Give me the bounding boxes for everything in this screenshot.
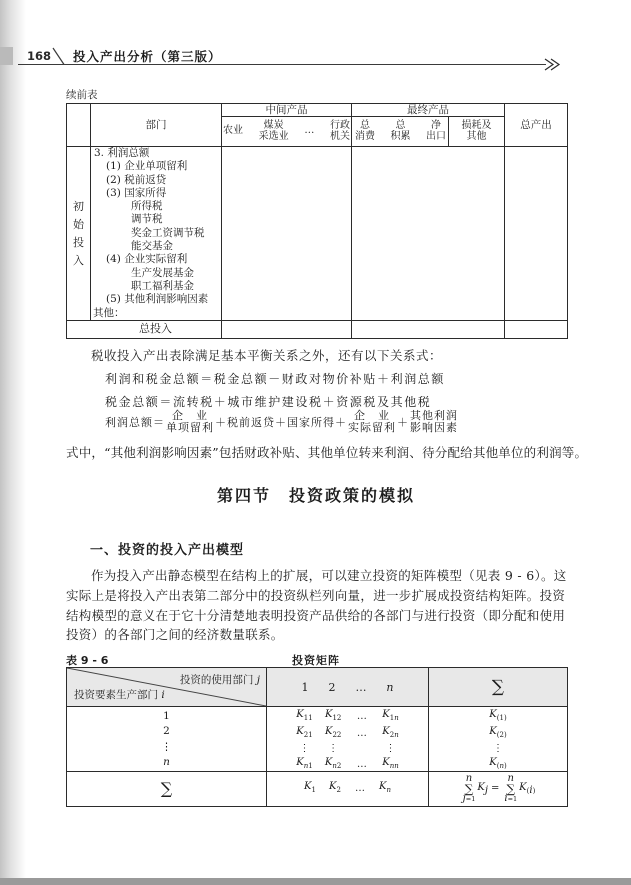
header-line: 其他 (466, 130, 487, 142)
table-row-label: 奖金工资调节税 (131, 226, 205, 239)
column-header-dept: 部门 (145, 118, 167, 131)
matrix-row-label: 1 (163, 709, 170, 722)
header-line: 煤炭 (263, 119, 284, 131)
matrix-column-head: 2 (328, 680, 336, 694)
matrix-column-headers-inner (302, 681, 394, 694)
intermediate-subheader (304, 126, 314, 137)
paragraph-line: 作为投入产出静态模型在结构上的扩展，可以建立投资的矩阵模型（见表 9 - 6）。这 (91, 568, 567, 583)
column-group-intermediate: 中间产品 (265, 103, 308, 116)
sum-term: $K_{(i)}$ (519, 781, 536, 796)
investment-matrix-table (66, 667, 568, 807)
chevron-right-icon (545, 59, 553, 70)
paragraph-line: 实际上是将投入产出表第二部分中的投资纵栏列向量，进一步扩展成投资结构矩阵。投资 (66, 587, 566, 603)
side-label-char: 投 (73, 236, 84, 249)
sigma-symbol: ∑ (464, 781, 474, 796)
formula-stack-line: 企 业 (354, 409, 390, 422)
matrix-cells (267, 708, 428, 770)
intermediate-subheaders (223, 117, 350, 146)
final-subheader (355, 121, 375, 143)
profit-tax-table (66, 103, 568, 339)
formula-profit-total (105, 408, 459, 436)
side-label-initial-input (67, 146, 90, 320)
column-sum-value: … (355, 782, 365, 794)
formula-profit-tax-total: 利润和税金总额＝税金总额－财政对物价补贴＋利润总额 (105, 372, 446, 386)
matrix-row (292, 742, 404, 756)
header-line: 净 (431, 119, 441, 131)
header-line: 消费 (355, 130, 375, 142)
index-j: j (256, 674, 260, 686)
matrix-cell: $K_{2n}$ (382, 726, 399, 739)
formula-mid: ＋税前返贷＋国家所得＋ (215, 416, 347, 429)
paragraph-line: 结构模型的意义在于它十分清楚地表明投资产品供给的各部门与进行投资（即分配和使用 (66, 607, 566, 623)
row-label-list (91, 147, 221, 320)
row-sum (429, 725, 567, 742)
matrix-row (292, 708, 404, 725)
matrix-cell: $K_{n1}$ (296, 757, 313, 770)
formula-stack-line: 单项留利 (166, 421, 214, 434)
final-subheader (426, 121, 446, 143)
grand-total-formula (429, 771, 567, 806)
column-header-total-output: 总产出 (520, 118, 552, 131)
body-paragraph (66, 566, 569, 645)
sigma-upper-limit: n (465, 772, 473, 784)
table-row-label: (2) 税前返贷 (106, 173, 167, 186)
grid-line (221, 104, 222, 338)
sigma-with-limits (504, 772, 518, 804)
column-sum-cells-inner (298, 780, 398, 797)
row-sum-value: $K_{(1)}$ (489, 709, 507, 722)
header-line: 出口 (426, 130, 446, 142)
final-subheader (391, 121, 411, 143)
header-line: 采选业 (258, 130, 289, 142)
sigma-column-header: ∑ (491, 677, 505, 697)
sum-row-label: ∑ (160, 779, 173, 798)
side-label-char: 入 (73, 254, 84, 267)
sum-term: $K_j$ (477, 781, 488, 796)
table-row-label: 能交基金 (131, 240, 173, 253)
matrix-row-label: ⋮ (161, 740, 172, 753)
column-header-loss-other (449, 117, 504, 146)
column-group-final: 最终产品 (407, 103, 449, 116)
sigma-lower-limit: i=1 (504, 792, 518, 804)
column-sum-value: $K_2$ (329, 781, 341, 794)
section-heading: 第四节 投资政策的模拟 (216, 486, 415, 505)
final-subheaders (355, 117, 446, 146)
header-line: 损耗及 (461, 119, 492, 131)
grid-line (351, 104, 352, 338)
table-row-label: 3. 利润总额 (94, 147, 150, 159)
side-label-char: 始 (73, 218, 84, 231)
formula-tax-total: 税金总额＝流转税＋城市维护建设税＋资源税及其他税 (105, 395, 432, 409)
matrix-cell: ⋮ (328, 743, 339, 754)
loss-other-subheader (462, 121, 492, 143)
formula-stack-line: 影响因素 (410, 421, 458, 434)
matrix-column-headers (267, 668, 428, 706)
matrix-cell: ⋮ (385, 743, 396, 754)
header-line: 农业 (223, 125, 243, 137)
paragraph-line: 投资）的各部门之间的经济数量联系。 (66, 627, 284, 643)
matrix-cell: $K_{22}$ (324, 726, 342, 739)
formula-stack (348, 410, 396, 434)
intermediate-subheader (259, 121, 289, 143)
matrix-cell: $K_{12}$ (324, 709, 342, 722)
matrix-column-head: n (386, 680, 394, 694)
sigma-upper-limit: n (507, 772, 514, 784)
subsection-heading: 一、投资的投入产出模型 (90, 543, 245, 558)
row-sum-cells (429, 708, 567, 770)
running-header-title: 投入产出分析（第三版） (73, 49, 222, 64)
sigma-symbol: ∑ (506, 781, 516, 796)
row-sum-value: $K_{(n)}$ (489, 757, 507, 770)
intermediate-subheader (330, 121, 350, 143)
formula-note: 式中，“其他利润影响因素”包括财政补贴、其他单位转来利润、待分配给其他单位的利润等。 (66, 445, 588, 460)
matrix-cell: $K_{11}$ (296, 709, 313, 722)
matrix-cell: ⋮ (299, 743, 310, 754)
matrix-row-label: n (163, 756, 170, 769)
column-sum-value: $K_n$ (379, 781, 391, 794)
formula-stack-line: 实际留利 (348, 421, 396, 434)
formula-plus: ＋ (397, 416, 409, 429)
header-line: 机关 (329, 130, 350, 142)
formula-stack-line: 企 业 (172, 409, 208, 422)
matrix-row-label: 2 (163, 725, 170, 738)
header-line: 总 (395, 119, 406, 131)
page-number: 168 (27, 49, 52, 63)
table-row-label: (5) 其他利润影响因素 (106, 293, 209, 306)
matrix-cell: … (356, 727, 367, 739)
table2-caption-title: 投资矩阵 (292, 654, 340, 667)
table-row-label: 其他： (93, 306, 125, 319)
matrix-cell: $K_{1n}$ (382, 709, 399, 722)
matrix-column-head: 1 (301, 680, 309, 694)
intermediate-subheader (223, 126, 243, 137)
matrix-cell: $K_{nn}$ (382, 757, 399, 770)
table-row-label: 生产发展基金 (131, 266, 194, 279)
table2-caption-number: 表 9 - 6 (66, 654, 109, 667)
equals-sign: = (490, 783, 500, 794)
formula-stack-line: 其他利润 (410, 409, 458, 422)
matrix-cell: … (356, 710, 367, 722)
page-edge-shadow (0, 0, 26, 885)
header-line: 行政 (329, 119, 350, 131)
total-input-row-label: 总投入 (139, 322, 172, 336)
header-line: 总 (360, 119, 370, 131)
table-row-label: 职工福利基金 (131, 279, 194, 292)
table-continued-label: 续前表 (66, 89, 98, 101)
formula-stack (410, 410, 458, 434)
matrix-cell: $K_{21}$ (296, 726, 313, 739)
table-row-label: 调节税 (131, 213, 163, 226)
table-row-label: (3) 国家所得 (106, 186, 167, 199)
table-row-label: (4) 企业实际留利 (106, 253, 188, 266)
sigma-lower-limit: j=1 (462, 792, 476, 804)
row-sum (429, 708, 567, 725)
table-row-label: (1) 企业单项留利 (106, 160, 188, 173)
column-sum-value: $K_1$ (304, 781, 316, 794)
matrix-row-labels (67, 708, 266, 770)
row-sum-value: ⋮ (493, 743, 503, 754)
relations-intro: 税收投入产出表除满足基本平衡关系之外，还有以下关系式： (91, 348, 443, 363)
header-line: 积累 (390, 130, 411, 142)
matrix-cell: … (356, 758, 367, 770)
index-i: i (161, 689, 165, 701)
matrix-column-head: … (355, 680, 367, 694)
page-bottom-edge (0, 878, 631, 885)
row-sum-value: $K_{(2)}$ (489, 726, 507, 739)
column-sum-cells (267, 771, 428, 806)
header-use-dept-text: 投资的使用部门 (179, 674, 257, 686)
sigma-with-limits (462, 772, 476, 804)
formula-stack (166, 410, 214, 434)
side-label-char: 初 (73, 200, 84, 213)
grid-line (67, 706, 567, 707)
header-producer-dept (74, 687, 165, 702)
matrix-cell: $K_{n2}$ (324, 757, 342, 770)
table-row-label: 所得税 (131, 200, 163, 213)
header-line: … (304, 125, 315, 137)
header-use-dept (180, 672, 260, 687)
formula-lead: 利润总额＝ (105, 416, 165, 429)
header-producer-dept-text: 投资要素生产部门 (74, 689, 162, 701)
diagonal-header-cell (67, 668, 266, 706)
matrix-row (292, 725, 404, 742)
row-sum (429, 742, 567, 756)
